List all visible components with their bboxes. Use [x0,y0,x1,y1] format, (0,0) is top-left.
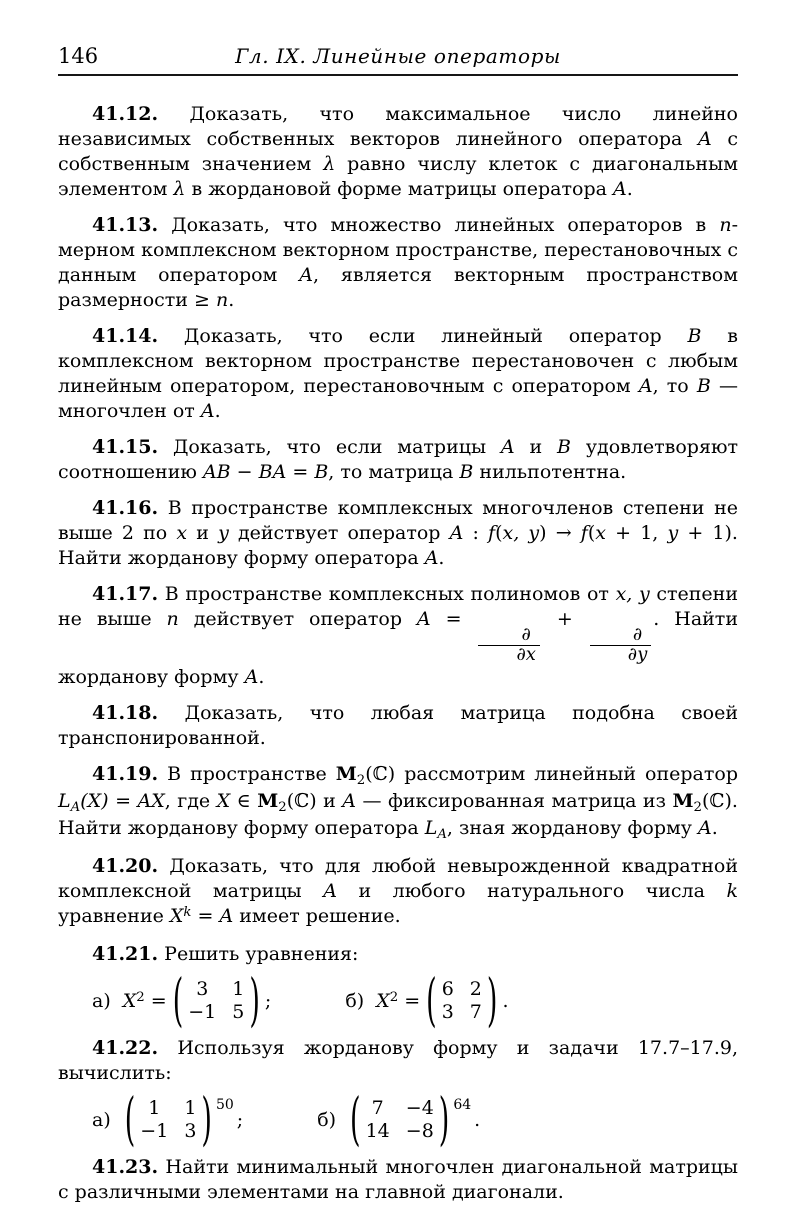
equation-tail: . [502,990,509,1013]
problem-41-14: 41.14. Доказать, что если линейный оператор B в комплексном векторном пространстве перестановочен с любым линейным оператором, перестановочным с оператором A, то B — многочлен от A. [58,325,738,422]
matrix-exponent: 64 [453,1097,472,1114]
problem-41-16: 41.16. В пространстве комплексных многочленов степени не выше 2 по x и y действует оператор A : f(x, y) → f(x + 1, y + 1). Найти жорданову форму оператора A. [58,497,738,569]
left-paren: ( [124,1087,136,1153]
equation-lhs: $X^2$ = [376,989,421,1013]
matrix-cell: 2 [469,978,482,1001]
problem-41-20: 41.20. Доказать, что для любой невырожденной квадратной комплексной матрицы A и любого натурального числа k уравнение $X^k = A$ имеет решение. [58,855,738,928]
matrix-cell: 3 [441,1001,454,1024]
matrix-cell: 3 [196,978,209,1001]
running-title: Гл. IX. Линейные операторы [235,44,561,68]
matrix-cell: 6 [441,978,454,1001]
matrix-cell: −1 [188,1001,217,1024]
matrix-cell: −4 [405,1097,434,1120]
matrix-cell: 5 [232,1001,245,1024]
equation-41-22 [92,1087,738,1153]
matrix-grid [442,978,482,1024]
equation-item-b [345,968,509,1034]
right-paren: ) [438,1087,450,1153]
problem-41-19: 41.19. В пространстве M2(ℂ) рассмотрим линейный оператор LA(X) = AX, где X ∈ M2(ℂ) и A — фиксированная матрица из M2(ℂ). Найти жорданову форму оператора LA, зная жорданову форму A. [58,763,738,842]
equation-item-a [92,968,272,1034]
page-number: 146 [58,44,99,68]
left-paren: ( [426,968,437,1034]
fraction: $\frac{\partial}{\partial y}$ [588,626,654,665]
equation-tail: . [474,1109,481,1132]
equation-label: а) [92,1109,111,1132]
matrix-exponent: 50 [215,1097,234,1114]
matrix-cell: 7 [371,1097,384,1120]
matrix-grid [140,1097,196,1143]
equation-item-a [92,1087,244,1153]
equation-tail: ; [264,990,272,1013]
problem-41-22: 41.22. Используя жорданову форму и задачи 17.7–17.9, вычислить: [58,1037,738,1085]
matrix-cell: 3 [184,1120,197,1143]
problem-41-13: 41.13. Доказать, что множество линейных операторов в n-мерном комплексном векторном пространстве, перестановочных с данным оператором A, является векторным пространством размерности ≥ n. [58,214,738,311]
matrix-grid [366,1097,434,1143]
left-paren: ( [172,968,184,1034]
matrix-cell: 1 [148,1097,161,1120]
page-header [58,44,738,76]
right-paren: ) [486,968,498,1034]
matrix-cell: 14 [365,1120,390,1143]
right-paren: ) [201,1087,212,1153]
problem-41-12: 41.12. Доказать, что максимальное число линейно независимых собственных векторов линейного оператора A с собственным значением λ равно числу клеток с диагональным элементом λ в жордановой форме матрицы оператора A. [58,103,738,200]
problem-41-18: 41.18. Доказать, что любая матрица подобна своей транспонированной. [58,702,738,750]
matrix-grid [188,978,244,1024]
equation-label: а) [92,990,111,1013]
matrix-cell: −1 [140,1120,169,1143]
fraction: $\frac{\partial}{\partial x}$ [476,626,542,665]
equation-tail: ; [236,1109,244,1132]
matrix [424,968,499,1034]
matrix [123,1087,214,1153]
right-paren: ) [249,968,260,1034]
matrix-cell: −8 [405,1120,434,1143]
problems-list [58,102,738,1205]
problem-41-15: 41.15. Доказать, что если матрицы A и B удовлетворяют соотношению AB − BA = B, то матрица B нильпотентна. [58,436,739,483]
matrix-cell: 7 [469,1001,482,1024]
equation-item-b [317,1087,481,1153]
equation-41-21 [92,968,738,1034]
equation-lhs: $X^2$ = [122,989,167,1013]
matrix-cell: 1 [184,1097,197,1120]
equation-label: б) [345,990,365,1013]
problem-41-17: 41.17. В пространстве комплексных полиномов от x, y степени не выше n действует оператор A = $\frac{\partial}{\partial x}$ + $\frac{\partial}{\partial y}$ . Найти жорданову форму A. [58,583,739,689]
equation-label: б) [317,1109,337,1132]
matrix-cell: 1 [232,978,245,1001]
matrix [171,968,262,1034]
matrix [348,1087,451,1153]
problem-41-21: 41.21. Решить уравнения: [92,943,359,966]
left-paren: ( [350,1087,361,1153]
problem-41-23: 41.23. Найти минимальный многочлен диагональной матрицы с различными элементами на главной диагонали. [58,1156,738,1204]
